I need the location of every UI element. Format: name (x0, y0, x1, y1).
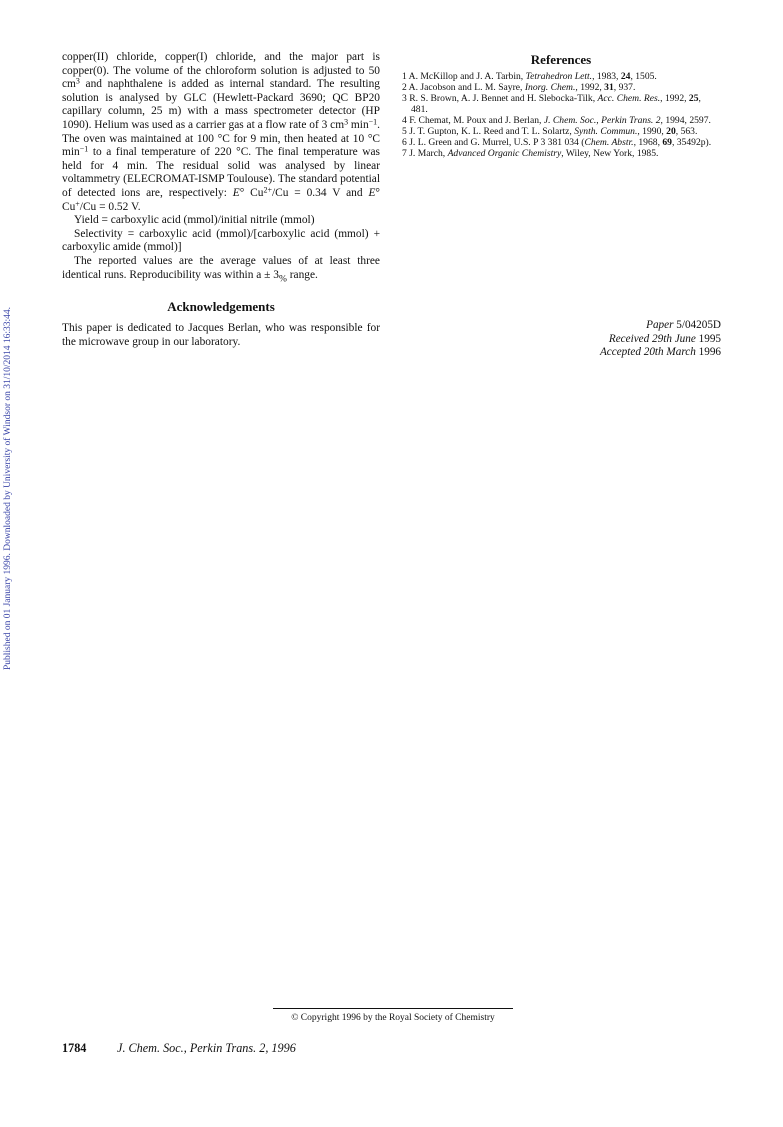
reference-item: 5 J. T. Gupton, K. L. Reed and T. L. Solartz, Synth. Commun., 1990, 20, 563. (402, 126, 698, 137)
received-date: Received 29th June 1995 (608, 332, 721, 345)
copyright-divider (273, 1008, 513, 1009)
reference-item: 7 J. March, Advanced Organic Chemistry, Wiley, New York, 1985. (402, 148, 659, 159)
page-number: 1784 (62, 1041, 87, 1055)
acknowledgements-text: This paper is dedicated to Jacques Berlan, who was responsible for the microwave group in our laboratory. (62, 321, 380, 348)
copyright-notice: © Copyright 1996 by the Royal Society of Chemistry (291, 1013, 495, 1023)
reproducibility-paragraph: The reported values are the average values of at least three identical runs. Reproducibility was within $a \pm 3_{\%}$ range. (62, 254, 380, 284)
download-watermark (0, 230, 18, 670)
selectivity-definition: Selectivity = carboxylic acid (mmol)/[carboxylic acid (mmol) + carboxylic amide (mmol)] (62, 227, 380, 254)
paper-dates (521, 319, 721, 360)
reference-item: 4 F. Chemat, M. Poux and J. Berlan, J. Chem. Soc., Perkin Trans. 2, 1994, 2597. (402, 115, 711, 126)
download-watermark-text: Published on 01 January 1996. Downloaded by University of Windsor on 31/10/2014 16:33:44. (3, 306, 13, 670)
references-heading: References (530, 52, 592, 67)
page-footer (62, 1041, 296, 1056)
experimental-paragraph: copper(II) chloride, copper(I) chloride, and the major part is copper(0). The volume of the chloroform solution is adjusted to 50 $cm^3$ and naphthalene is added as internal standard. The resulting solution is analysed by GLC (Hewlett-Packard 3690; QC BP20 capillary column, 25 m) with a mass spectrometer detector (HP 1090). Helium was used as a carrier gas at a flow rate of 3 $cm^3$ $\min^{-1}$. The oven was maintained at 100 °C for 9 min, then heated at 10 °C $\min^{-1}$ to a final temperature of 220 °C. The final temperature was held for 4 min. The residual solid was analysed by linear voltammetry (ELECROMAT-ISMP Toulouse). The standard potential of detected ions are, respectively: E° $Cu^{2+}/Cu = 0.34$ V and E° Cu+/Cu = 0.52 V. (62, 51, 380, 213)
right-column (402, 54, 720, 159)
left-column (62, 51, 380, 349)
accepted-date: Accepted 20th March 1996 (599, 346, 721, 359)
reference-item: 3 R. S. Brown, A. J. Bennet and H. Slebocka-Tilk, Acc. Chem. Res., 1992, 25, 481. (402, 93, 701, 115)
journal-citation: J. Chem. Soc., Perkin Trans. 2, 1996 (117, 1041, 296, 1055)
reference-list (402, 71, 720, 159)
paper-number: Paper 5/04205D (646, 319, 721, 331)
acknowledgements-heading: Acknowledgements (167, 299, 275, 315)
yield-definition: Yield = carboxylic acid (mmol)/initial nitrile (mmol) (74, 214, 315, 227)
reference-item: 2 A. Jacobson and L. M. Sayre, Inorg. Chem., 1992, 31, 937. (402, 82, 636, 93)
reference-item: 1 A. McKillop and J. A. Tarbin, Tetrahedron Lett., 1983, 24, 1505. (402, 71, 657, 82)
reference-item: 6 J. L. Green and G. Murrel, U.S. P 3 381 034 (Chem. Abstr., 1968, 69, 35492p). (402, 137, 712, 148)
